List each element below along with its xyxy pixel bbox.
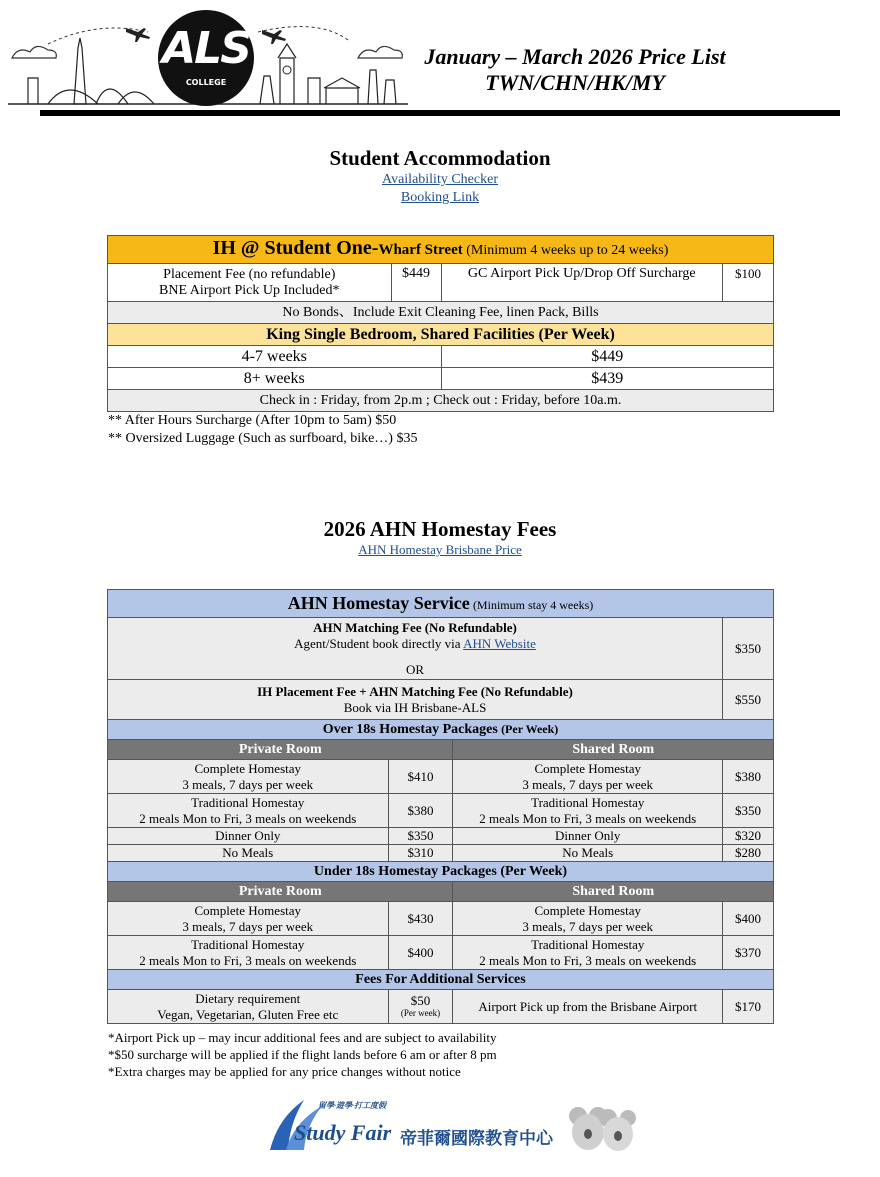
package-name: Complete Homestay — [194, 902, 302, 918]
package-name: Traditional Homestay — [191, 794, 305, 810]
rate-price-8plus: $439 — [441, 368, 774, 390]
ahn-website-link[interactable]: AHN Website — [463, 636, 536, 651]
over18-nomeals-shared-label: No Meals — [453, 845, 723, 862]
package-name: Complete Homestay — [534, 760, 641, 776]
gc-surcharge-label: GC Airport Pick Up/Drop Off Surcharge — [441, 264, 723, 302]
dietary-label: Dietary requirement — [195, 990, 301, 1006]
footer-brand-cn: 帝菲爾國際教育中心 — [400, 1129, 553, 1149]
footnote-extra-charges: *Extra charges may be applied for any price changes without notice — [108, 1064, 461, 1079]
title-line-1: January – March 2026 Price List — [424, 44, 726, 69]
over18-traditional-shared-label — [453, 794, 723, 828]
over18-per-week: (Per Week) — [501, 722, 559, 736]
placement-label-1: Placement Fee (no refundable) — [163, 266, 336, 282]
over18-traditional-shared-price: $350 — [723, 794, 774, 828]
over18-complete-private-label — [108, 760, 389, 794]
footer-tagline: 留學·遊學·打工度假 — [318, 1101, 386, 1110]
koala-icon — [568, 1104, 636, 1156]
over18-title: Over 18s Homestay Packages — [322, 722, 498, 737]
footnote-airport: *Airport Pick up – may incur additional fees and are subject to availability — [108, 1030, 497, 1045]
under18-complete-shared-label — [453, 902, 723, 936]
under18-complete-private-label — [108, 902, 389, 936]
header-divider — [40, 110, 840, 116]
gc-surcharge-price: $100 — [723, 264, 774, 302]
ih-placement-price: $550 — [723, 680, 774, 720]
package-desc: 2 meals Mon to Fri, 3 meals on weekends — [139, 952, 357, 968]
cloud-icon — [358, 46, 402, 58]
over18-complete-shared-label — [453, 760, 723, 794]
dietary-label-cell — [108, 990, 389, 1024]
under18-traditional-private-price: $400 — [388, 936, 453, 970]
dietary-price: $50 — [410, 992, 431, 1008]
over18-complete-private-price: $410 — [388, 760, 453, 794]
under18-traditional-shared-price: $370 — [723, 936, 774, 970]
placement-label-2: BNE Airport Pick Up Included* — [159, 282, 340, 298]
under18-header: Under 18s Homestay Packages (Per Week) — [108, 862, 774, 882]
placement-fee-label — [108, 264, 392, 302]
title-line-2: TWN/CHN/HK/MY — [485, 70, 665, 95]
under18-complete-private-price: $430 — [388, 902, 453, 936]
footnotes — [108, 1029, 497, 1080]
accommodation-title: Student Accommodation — [329, 146, 551, 170]
rate-price-4-7: $449 — [441, 346, 774, 368]
package-name: Complete Homestay — [194, 760, 302, 776]
price-list-title — [410, 44, 740, 96]
additional-services-header: Fees For Additional Services — [108, 970, 774, 990]
logo-subtext: COLLEGE — [185, 78, 227, 87]
ahn-homestay-price-link[interactable]: AHN Homestay Brisbane Price — [358, 542, 522, 557]
placement-fee-price: $449 — [391, 264, 441, 302]
under18-traditional-shared-label — [453, 936, 723, 970]
over18-nomeals-private-price: $310 — [388, 845, 453, 862]
homestay-table — [107, 589, 774, 1024]
header-note: (Minimum 4 weeks up to 24 weeks) — [466, 243, 669, 258]
over18-nomeals-shared-price: $280 — [723, 845, 774, 862]
ih-placement-cell — [108, 680, 723, 720]
dietary-desc: Vegan, Vegetarian, Gluten Free etc — [157, 1006, 339, 1022]
footer-brand: Study Fair — [294, 1120, 392, 1145]
over18-nomeals-private-label: No Meals — [108, 845, 389, 862]
room-type-header: King Single Bedroom, Shared Facilities (Per Week) — [108, 324, 774, 346]
over18-complete-shared-price: $380 — [723, 760, 774, 794]
logo-text: ALS — [162, 23, 250, 74]
package-desc: 2 meals Mon to Fri, 3 meals on weekends — [479, 810, 697, 826]
student-one-header — [108, 236, 774, 264]
cloud-icon — [12, 46, 56, 58]
booking-link[interactable]: Booking Link — [400, 190, 480, 205]
header-main: IH @ Student One- — [212, 237, 379, 259]
or-text: OR — [405, 662, 425, 677]
dietary-price-cell — [388, 990, 453, 1024]
airport-pickup-label: Airport Pick up from the Brisbane Airport — [453, 990, 723, 1024]
ih-placement-desc: Book via IH Brisbane-ALS — [343, 699, 487, 715]
package-desc: 3 meals, 7 days per week — [182, 776, 314, 792]
rate-label-8plus: 8+ weeks — [108, 368, 442, 390]
matching-fee-price: $350 — [723, 618, 774, 680]
package-name: Traditional Homestay — [531, 936, 645, 952]
student-one-table — [107, 235, 774, 412]
package-desc: 3 meals, 7 days per week — [522, 776, 654, 792]
airport-pickup-price: $170 — [723, 990, 774, 1024]
homestay-title: 2026 AHN Homestay Fees — [323, 517, 557, 541]
package-name: Complete Homestay — [534, 902, 641, 918]
homestay-service-header — [108, 590, 774, 618]
package-desc: 2 meals Mon to Fri, 3 meals on weekends — [139, 810, 357, 826]
service-note: (Minimum stay 4 weeks) — [472, 597, 594, 612]
over18-dinner-private-label: Dinner Only — [108, 828, 389, 845]
note-after-hours: ** After Hours Surcharge (After 10pm to 5am) $50 — [108, 413, 397, 428]
footnote-surcharge: *$50 surcharge will be applied if the flight lands before 6 am or after 8 pm — [108, 1047, 497, 1062]
note-oversized-luggage: ** Oversized Luggage (Such as surfboard, bike…) $35 — [108, 431, 418, 446]
package-name: Traditional Homestay — [191, 936, 305, 952]
matching-fee-cell — [108, 618, 723, 680]
matching-fee-title: AHN Matching Fee (No Refundable) — [313, 620, 517, 635]
service-title: AHN Homestay Service — [287, 592, 470, 613]
matching-desc-text: Agent/Student book directly via — [294, 636, 461, 651]
under18-complete-shared-price: $400 — [723, 902, 774, 936]
package-desc: 2 meals Mon to Fri, 3 meals on weekends — [479, 952, 697, 968]
als-logo — [158, 10, 254, 106]
over18-dinner-shared-label: Dinner Only — [453, 828, 723, 845]
availability-checker-link[interactable]: Availability Checker — [382, 172, 498, 187]
over18-shared-header: Shared Room — [453, 740, 774, 760]
rate-label-4-7: 4-7 weeks — [108, 346, 442, 368]
header-sub: Wharf Street — [378, 242, 463, 258]
under18-private-header: Private Room — [108, 882, 453, 902]
package-desc: 3 meals, 7 days per week — [182, 918, 314, 934]
checkin-info: Check in : Friday, from 2p.m ; Check out : Friday, before 10a.m. — [108, 390, 774, 412]
package-desc: 3 meals, 7 days per week — [522, 918, 654, 934]
dietary-unit: (Per week) — [400, 1007, 441, 1018]
ih-placement-title: IH Placement Fee + AHN Matching Fee (No Refundable) — [257, 683, 573, 699]
over18-traditional-private-price: $380 — [388, 794, 453, 828]
no-bonds-note: No Bonds、Include Exit Cleaning Fee, linen Pack, Bills — [108, 302, 774, 324]
under18-traditional-private-label — [108, 936, 389, 970]
over18-dinner-private-price: $350 — [388, 828, 453, 845]
over18-dinner-shared-price: $320 — [723, 828, 774, 845]
under18-shared-header: Shared Room — [453, 882, 774, 902]
over18-traditional-private-label — [108, 794, 389, 828]
matching-fee-desc — [112, 636, 718, 652]
package-name: Traditional Homestay — [531, 794, 645, 810]
over18-private-header: Private Room — [108, 740, 453, 760]
airplane-icon — [262, 30, 286, 44]
accommodation-notes — [108, 412, 417, 448]
study-fair-logo — [268, 1098, 640, 1158]
over18-header — [108, 720, 774, 740]
